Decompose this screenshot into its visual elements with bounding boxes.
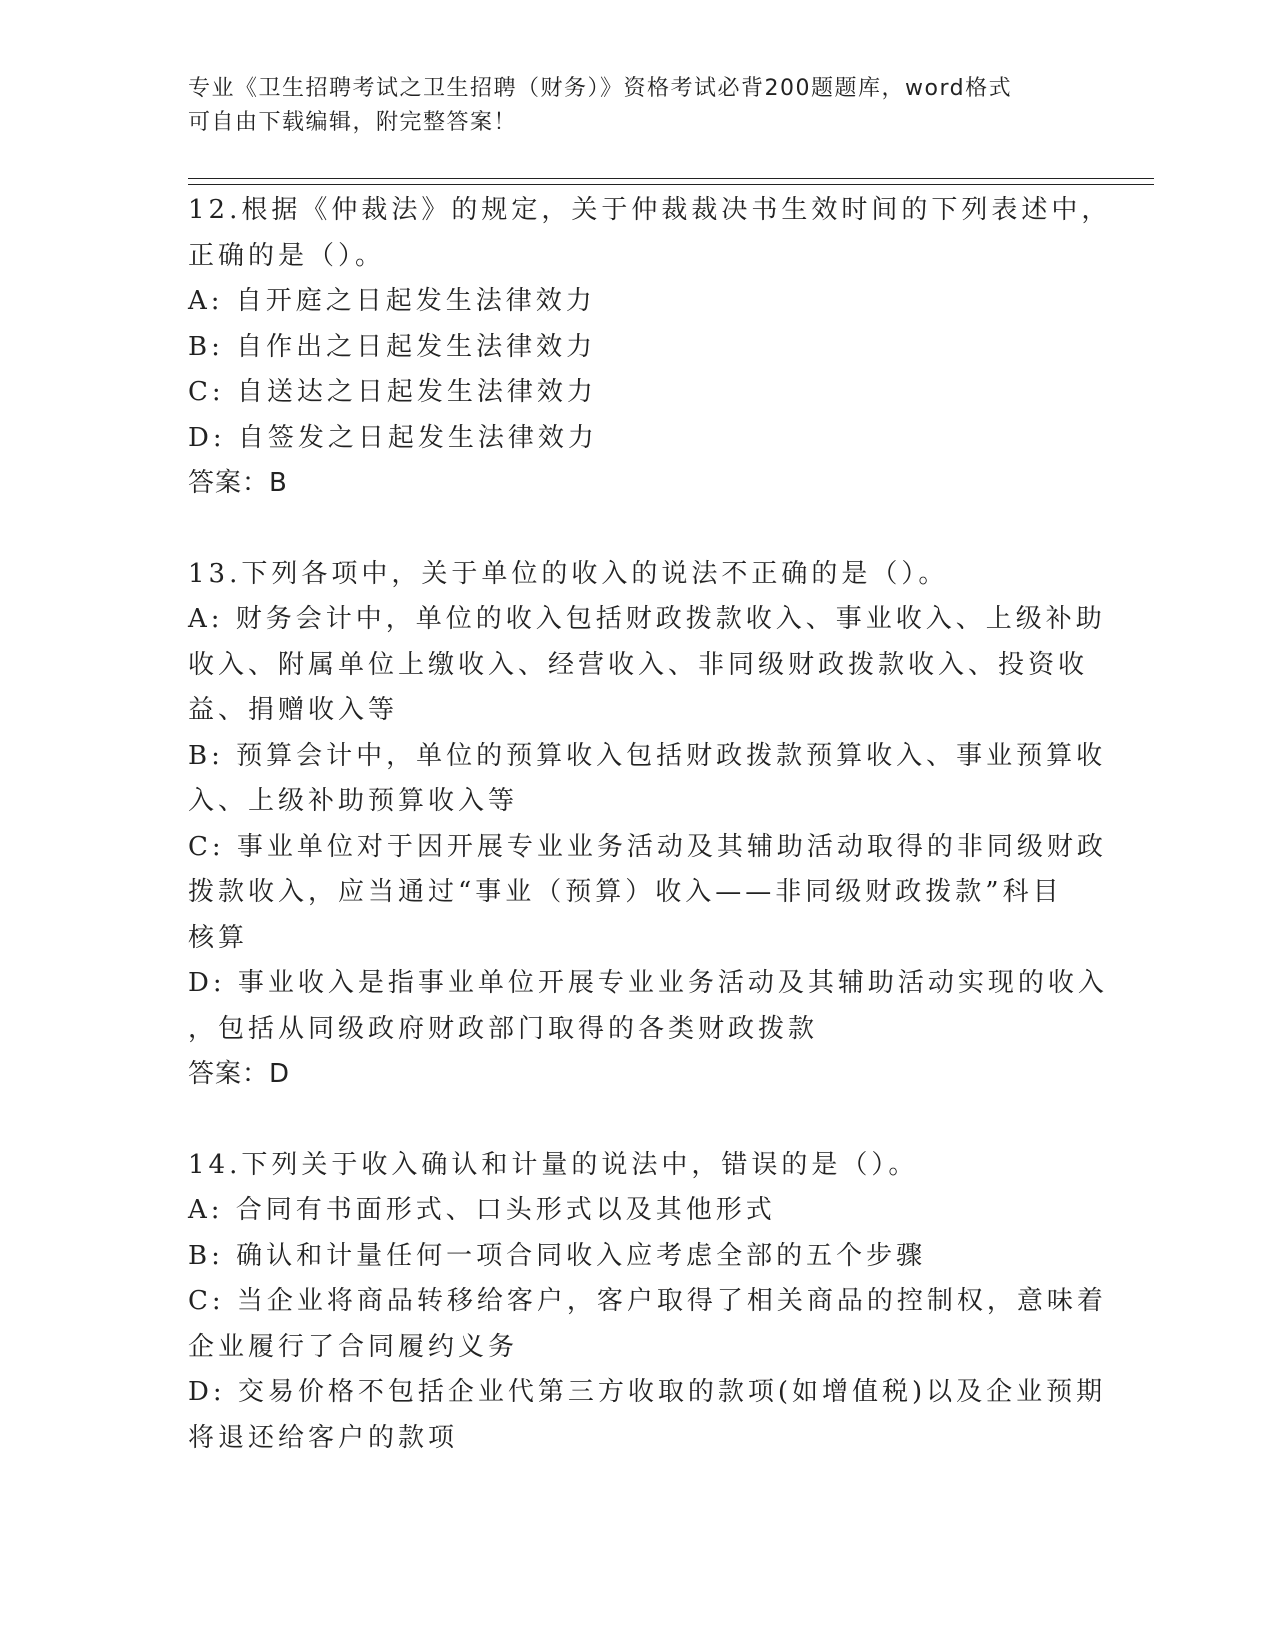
option-c-line: 拨款收入，应当通过“事业（预算）收入——非同级财政拨款”科目 bbox=[188, 877, 1063, 907]
option-b-line: 入、上级补助预算收入等 bbox=[188, 786, 519, 816]
option-a bbox=[188, 597, 1106, 734]
answer-label: 答案：B bbox=[188, 468, 288, 498]
option-a-line: 益、捐赠收入等 bbox=[188, 695, 399, 725]
option-a: A: 合同有书面形式、口头形式以及其他形式 bbox=[188, 1195, 776, 1225]
header-title-line-2: 可自由下载编辑，附完整答案！ bbox=[188, 110, 518, 135]
question-stem: 14.下列关于收入确认和计量的说法中，错误的是（）。 bbox=[188, 1149, 919, 1180]
option-d bbox=[188, 1370, 1107, 1461]
document-header bbox=[188, 72, 1078, 140]
option-d-line: D: 交易价格不包括企业代第三方收取的款项(如增值税)以及企业预期 bbox=[188, 1377, 1107, 1407]
option-d-line: D: 事业收入是指事业单位开展专业业务活动及其辅助活动实现的收入 bbox=[188, 968, 1108, 998]
question-13 bbox=[188, 552, 1108, 1098]
option-d-line: 将退还给客户的款项 bbox=[188, 1422, 459, 1453]
option-c: C: 自送达之日起发生法律效力 bbox=[188, 377, 597, 407]
option-c-line: 核算 bbox=[188, 922, 249, 953]
option-c-line: 企业履行了合同履约义务 bbox=[188, 1331, 519, 1362]
header-divider-top bbox=[188, 178, 1154, 179]
option-b: B: 确认和计量任何一项合同收入应考虑全部的五个步骤 bbox=[188, 1240, 927, 1271]
option-b: B: 自作出之日起发生法律效力 bbox=[188, 331, 597, 362]
option-d-line: ，包括从同级政府财政部门取得的各类财政拨款 bbox=[188, 1013, 819, 1044]
option-d bbox=[188, 961, 1108, 1052]
question-stem: 12.根据《仲裁法》的规定，关于仲裁裁决书生效时间的下列表述中， bbox=[188, 195, 1112, 225]
header-title-line-1: 专业《卫生招聘考试之卫生招聘（财务）》资格考试必背200题题库，word格式 bbox=[188, 76, 1013, 101]
option-d: D: 自签发之日起发生法律效力 bbox=[188, 422, 598, 453]
answer-label: 答案：D bbox=[188, 1059, 291, 1089]
question-14 bbox=[188, 1143, 1107, 1462]
option-b bbox=[188, 734, 1107, 825]
option-c bbox=[188, 825, 1107, 962]
option-a-line: A: 财务会计中，单位的收入包括财政拨款收入、事业收入、上级补助 bbox=[188, 604, 1106, 634]
spacer bbox=[188, 507, 1088, 552]
question-stem: 13.下列各项中，关于单位的收入的说法不正确的是（）。 bbox=[188, 558, 949, 589]
question-12 bbox=[188, 188, 1112, 507]
option-a-line: 收入、附属单位上缴收入、经营收入、非同级财政拨款收入、投资收 bbox=[188, 649, 1089, 680]
header-divider-bottom bbox=[188, 184, 1154, 185]
option-b-line: B: 预算会计中，单位的预算收入包括财政拨款预算收入、事业预算收 bbox=[188, 740, 1107, 771]
option-c bbox=[188, 1279, 1107, 1370]
spacer bbox=[188, 1098, 1088, 1143]
question-list bbox=[188, 188, 1112, 1461]
option-a: A: 自开庭之日起发生法律效力 bbox=[188, 286, 596, 316]
option-c-line: C: 当企业将商品转移给客户，客户取得了相关商品的控制权，意味着 bbox=[188, 1286, 1107, 1316]
option-c-line: C: 事业单位对于因开展专业业务活动及其辅助活动取得的非同级财政 bbox=[188, 831, 1107, 862]
question-stem: 正确的是（）。 bbox=[188, 240, 386, 271]
